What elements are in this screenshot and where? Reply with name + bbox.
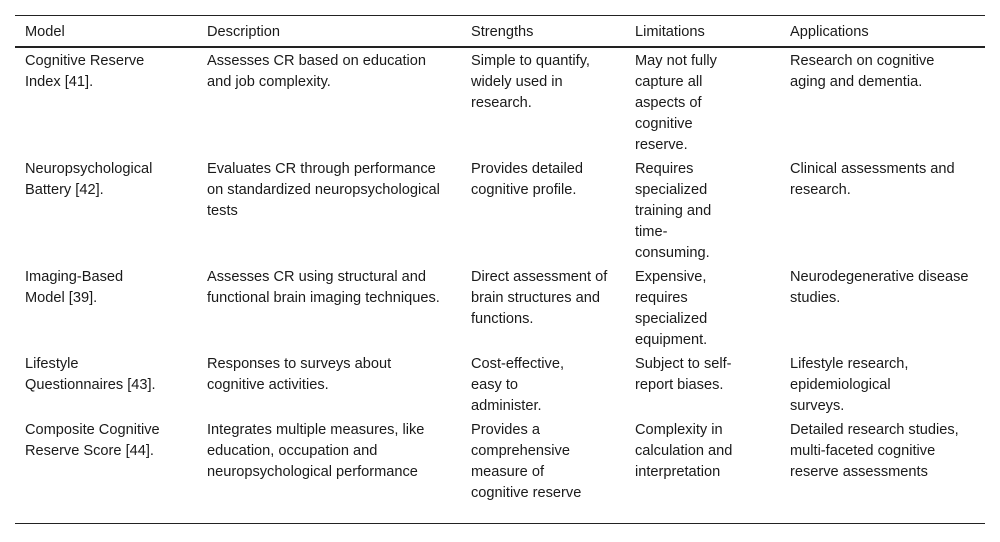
cell-description — [197, 47, 461, 156]
cell-applications — [780, 417, 985, 523]
cell-text: Complexity in calculation and interpretation — [635, 422, 733, 480]
cell-model — [15, 264, 197, 351]
cell-text: Requires specialized training and time-consuming. — [635, 161, 712, 261]
cell-applications — [780, 47, 985, 156]
cell-limitations — [625, 47, 780, 156]
header-applications: Applications — [780, 16, 985, 48]
cell-text: Neuropsychological Battery [42]. — [25, 161, 153, 198]
cell-strengths — [461, 47, 625, 156]
cell-text: May not fully capture all aspects of cognitive reserve. — [635, 53, 717, 153]
cell-text: Imaging-Based Model [39]. — [25, 269, 124, 306]
table-row — [15, 47, 985, 156]
cell-text: Provides detailed cognitive profile. — [471, 161, 583, 198]
cell-text: Cognitive Reserve Index [41]. — [25, 53, 145, 90]
table-row — [15, 351, 985, 417]
cell-text: Detailed research studies, multi-faceted cognitive reserve assessments — [790, 422, 959, 480]
header-row — [15, 16, 985, 48]
cell-strengths — [461, 156, 625, 264]
cell-model — [15, 156, 197, 264]
header-model: Model — [15, 16, 197, 48]
cell-text: Assesses CR using structural and functional brain imaging techniques. — [207, 269, 440, 306]
cell-model — [15, 351, 197, 417]
header-limitations: Limitations — [625, 16, 780, 48]
header-strengths: Strengths — [461, 16, 625, 48]
cell-text: Subject to self-report biases. — [635, 356, 732, 393]
cell-limitations — [625, 417, 780, 523]
cell-description — [197, 264, 461, 351]
cell-applications — [780, 264, 985, 351]
comparison-table-container — [15, 15, 985, 524]
cell-strengths — [461, 264, 625, 351]
cell-strengths — [461, 417, 625, 523]
cell-text: Neurodegenerative disease studies. — [790, 269, 969, 306]
cell-applications — [780, 156, 985, 264]
cell-text: Cost-effective, easy to administer. — [471, 356, 565, 414]
cell-text: Clinical assessments and research. — [790, 161, 955, 198]
cell-limitations — [625, 156, 780, 264]
cell-applications — [780, 351, 985, 417]
cell-description — [197, 351, 461, 417]
cell-text: Responses to surveys about cognitive activities. — [207, 356, 392, 393]
cell-model — [15, 47, 197, 156]
cell-text: Expensive, requires specialized equipment. — [635, 269, 708, 348]
cell-limitations — [625, 351, 780, 417]
cell-text: Assesses CR based on education and job complexity. — [207, 53, 427, 90]
cell-strengths — [461, 351, 625, 417]
cell-text: Composite Cognitive Reserve Score [44]. — [25, 422, 160, 459]
cognitive-reserve-models-table — [15, 15, 985, 524]
cell-model — [15, 417, 197, 523]
cell-description — [197, 417, 461, 523]
cell-text: Provides a comprehensive measure of cognitive reserve — [471, 422, 582, 501]
cell-text: Integrates multiple measures, like education, occupation and neuropsychological performance — [207, 422, 425, 480]
table-row — [15, 156, 985, 264]
table-row — [15, 264, 985, 351]
table-body — [15, 47, 985, 523]
table-row — [15, 417, 985, 523]
header-description: Description — [197, 16, 461, 48]
table-header — [15, 16, 985, 48]
cell-text: Research on cognitive aging and dementia. — [790, 53, 935, 90]
cell-description — [197, 156, 461, 264]
cell-text: Direct assessment of brain structures and functions. — [471, 269, 608, 327]
cell-text: Evaluates CR through performance on standardized neuropsychological tests — [207, 161, 440, 219]
cell-limitations — [625, 264, 780, 351]
cell-text: Lifestyle Questionnaires [43]. — [25, 356, 156, 393]
cell-text: Simple to quantify, widely used in research. — [471, 53, 590, 111]
cell-text: Lifestyle research, epidemiological surveys. — [790, 356, 909, 414]
